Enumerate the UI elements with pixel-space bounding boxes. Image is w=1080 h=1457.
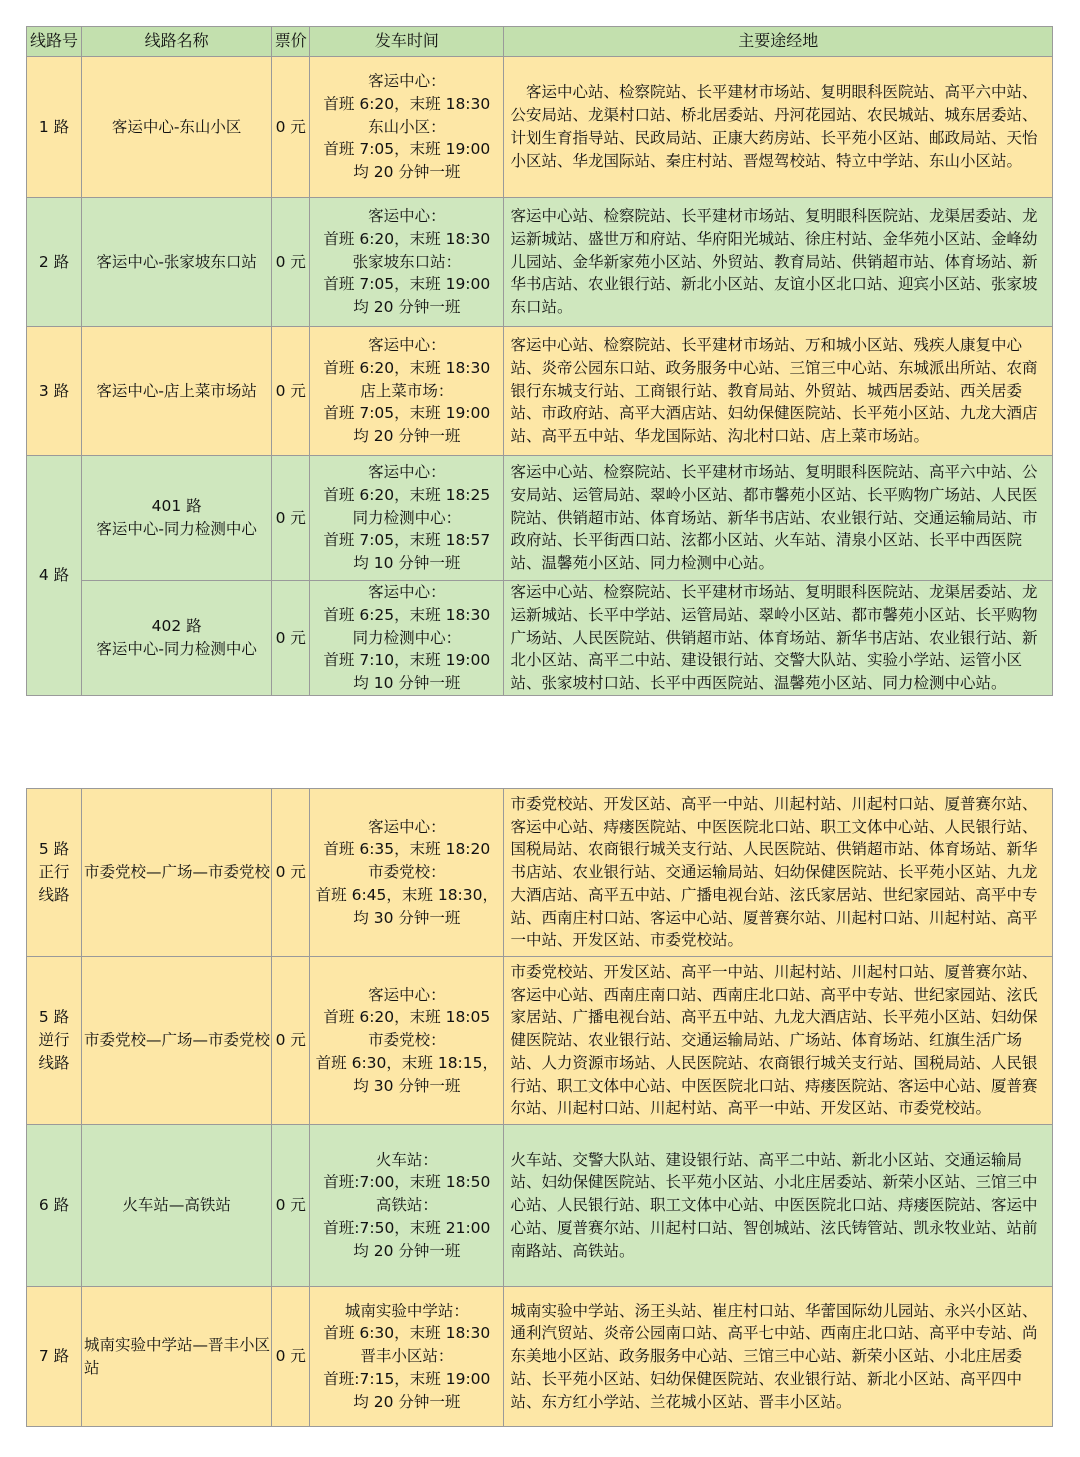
- time-line: 首班 7:10，末班 19:00: [323, 651, 491, 670]
- header-row: [27, 27, 1053, 57]
- route-number: 4 路: [27, 456, 82, 696]
- route-number-line: 正行: [38, 863, 70, 882]
- route-row-402: [27, 581, 1053, 696]
- route-times: [310, 327, 504, 456]
- sub-route-number: 402 路: [151, 617, 202, 636]
- route-times: [310, 198, 504, 327]
- header-departure-time: 发车时间: [310, 27, 504, 57]
- route-times: [310, 957, 504, 1125]
- time-line: 首班 6:20，末班 18:30: [323, 229, 491, 248]
- time-line: 首班 7:05，末班 19:00: [323, 140, 491, 159]
- route-fare: 0 元: [272, 198, 310, 327]
- time-line: 首班:7:00，末班 18:50: [323, 1173, 491, 1192]
- sub-route-name: 客运中心-同力检测中心: [96, 639, 257, 658]
- time-line: 东山小区：: [368, 117, 446, 136]
- time-line: 市委党校：: [368, 1031, 446, 1050]
- route-stops: 火车站、交警大队站、建设银行站、高平二中站、新北小区站、交通运输局站、妇幼保健医院站、长平苑小区站、小北庄居委站、新荣小区站、三馆三中心站、人民银行站、职工文体中心站、中医医院北口站、痔瘘医院站、客运中心站、厦普赛尔站、川起村口站、智创城站、泫氏铸管站、凯永牧业站、站前南路站、高铁站。: [504, 1125, 1053, 1287]
- time-line: 首班 6:20，末班 18:30: [323, 358, 491, 377]
- route-times: [310, 581, 504, 696]
- route-row-5-forward: [27, 789, 1053, 957]
- route-number: 3 路: [27, 327, 82, 456]
- time-line: 高铁站：: [375, 1196, 438, 1215]
- route-row-5-reverse: [27, 957, 1053, 1125]
- time-line: 客运中心：: [368, 583, 446, 601]
- route-number-line: 线路: [38, 1053, 70, 1072]
- route-stops: 市委党校站、开发区站、高平一中站、川起村站、川起村口站、厦普赛尔站、客运中心站、痔瘘医院站、中医医院北口站、职工文体中心站、人民银行站、国税局站、农商银行城关支行站、人民医院站、供销超市站、体育场站、新华书店站、农业银行站、交通运输局站、妇幼保健医院站、长平苑小区站、九龙大酒店站、高平五中站、广播电视台站、泫氏家居站、世纪家园站、高平中专站、西南庄村口站、客运中心站、厦普赛尔站、川起村口站、川起村站、高平一中站、开发区站、市委党校站。: [504, 789, 1053, 957]
- time-line: 首班 6:20，末班 18:05: [323, 1008, 491, 1027]
- time-line: 首班 7:05，末班 19:00: [323, 275, 491, 294]
- route-fare: 0 元: [272, 789, 310, 957]
- route-fare: 0 元: [272, 1287, 310, 1427]
- route-number: 6 路: [27, 1125, 82, 1287]
- route-name: 客运中心-店上菜市场站: [82, 327, 272, 456]
- time-line: 均 20 分钟一班: [353, 1392, 461, 1411]
- route-stops: 客运中心站、检察院站、长平建材市场站、复明眼科医院站、龙渠居委站、龙运新城站、长平中学站、运管局站、翠岭小区站、都市馨苑小区站、长平购物广场站、人民医院站、供销超市站、体育场站、新华书店站、农业银行站、新北小区站、高平二中站、建设银行站、交警大队站、实验小学站、运管小区站、张家坡村口站、长平中西医院站、温馨苑小区站、同力检测中心站。: [504, 581, 1053, 696]
- header-main-stops: 主要途经地: [504, 27, 1053, 57]
- time-line: 市委党校：: [368, 863, 446, 882]
- time-line: 城南实验中学站：: [344, 1301, 469, 1320]
- time-line: 张家坡东口站：: [352, 252, 462, 271]
- header-route-name: 线路名称: [82, 27, 272, 57]
- time-line: 首班 6:35，末班 18:20: [323, 840, 491, 859]
- time-line: 首班 6:20，末班 18:25: [323, 485, 491, 504]
- route-times: [310, 57, 504, 198]
- time-line: 首班 6:45，末班 18:30，: [315, 885, 499, 904]
- time-line: 均 20 分钟一班: [353, 163, 461, 182]
- route-fare: 0 元: [272, 57, 310, 198]
- route-fare: 0 元: [272, 957, 310, 1125]
- route-number-line: 5 路: [38, 840, 70, 859]
- time-line: 客运中心：: [368, 336, 446, 354]
- route-number: [27, 957, 82, 1125]
- time-line: 首班 7:05，末班 19:00: [323, 404, 491, 423]
- route-row-7: [27, 1287, 1053, 1427]
- route-stops: 客运中心站、检察院站、长平建材市场站、复明眼科医院站、龙渠居委站、龙运新城站、盛世万和府站、华府阳光城站、徐庄村站、金华苑小区站、金峰幼儿园站、金华新家苑小区站、外贸站、教育局站、供销超市站、体育场站、新华书店站、农业银行站、新北小区站、友谊小区北口站、迎宾小区站、张家坡东口站。: [504, 198, 1053, 327]
- route-name: 城南实验中学站—晋丰小区站: [82, 1287, 272, 1427]
- route-number-line: 5 路: [38, 1008, 70, 1027]
- time-line: 首班 6:30，末班 18:15，: [315, 1053, 499, 1072]
- time-line: 均 20 分钟一班: [353, 427, 461, 446]
- route-fare: 0 元: [272, 456, 310, 581]
- time-line: 均 10 分钟一班: [353, 554, 461, 573]
- route-name: 客运中心-东山小区: [82, 57, 272, 198]
- time-line: 首班 6:25，末班 18:30: [323, 605, 491, 624]
- route-number-line: 线路: [38, 885, 70, 904]
- route-number: 1 路: [27, 57, 82, 198]
- route-times: [310, 789, 504, 957]
- time-line: 晋丰小区站：: [360, 1347, 454, 1366]
- route-row-3: [27, 327, 1053, 456]
- time-line: 客运中心：: [368, 985, 446, 1004]
- route-number-line: 逆行: [38, 1031, 70, 1050]
- time-line: 均 30 分钟一班: [353, 1076, 461, 1095]
- route-name: 市委党校—广场—市委党校: [82, 957, 272, 1125]
- route-times: [310, 456, 504, 581]
- time-line: 同力检测中心：: [352, 508, 462, 527]
- route-stops: 客运中心站、检察院站、长平建材市场站、万和城小区站、残疾人康复中心站、炎帝公园东口站、政务服务中心站、三馆三中心站、东城派出所站、农商银行东城支行站、工商银行站、教育局站、外贸站、城西居委站、西关居委站、市政府站、高平大酒店站、妇幼保健医院站、长平苑小区站、九龙大酒店站、高平五中站、华龙国际站、沟北村口站、店上菜市场站。: [504, 327, 1053, 456]
- route-fare: 0 元: [272, 327, 310, 456]
- bus-schedule-table-top: [26, 26, 1053, 696]
- time-line: 均 20 分钟一班: [353, 298, 461, 317]
- route-name: 客运中心-张家坡东口站: [82, 198, 272, 327]
- time-line: 客运中心：: [368, 817, 446, 836]
- header-fare: 票价: [272, 27, 310, 57]
- time-line: 店上菜市场：: [360, 381, 454, 400]
- route-name: [82, 456, 272, 581]
- header-route-number: 线路号: [27, 27, 82, 57]
- time-line: 首班 6:30，末班 18:30: [323, 1324, 491, 1343]
- time-line: 客运中心：: [368, 207, 446, 225]
- route-number: 2 路: [27, 198, 82, 327]
- route-stops: 市委党校站、开发区站、高平一中站、川起村站、川起村口站、厦普赛尔站、客运中心站、西南庄南口站、西南庄北口站、高平中专站、世纪家园站、泫氏家居站、广播电视台站、高平五中站、九龙大酒店站、长平苑小区站、妇幼保健医院站、农业银行站、交通运输局站、广场站、体育场站、红旗生活广场站、人力资源市场站、人民医院站、农商银行城关支行站、国税局站、人民银行站、职工文体中心站、中医医院北口站、痔瘘医院站、客运中心站、厦普赛尔站、川起村口站、川起村站、高平一中站、开发区站、市委党校站。: [504, 957, 1053, 1125]
- time-line: 首班 7:05，末班 18:57: [323, 531, 491, 550]
- sub-route-number: 401 路: [151, 497, 202, 516]
- route-stops: 客运中心站、检察院站、长平建材市场站、复明眼科医院站、高平六中站、公安局站、龙渠村口站、桥北居委站、丹河花园站、农民城站、城东居委站、计划生育指导站、民政局站、正康大药房站、长平苑小区站、邮政局站、天怡小区站、华龙国际站、秦庄村站、晋煜驾校站、特立中学站、东山小区站。: [504, 57, 1053, 198]
- route-row-6: [27, 1125, 1053, 1287]
- time-line: 首班:7:15，末班 19:00: [323, 1369, 491, 1388]
- time-line: 首班 6:20，末班 18:30: [323, 94, 491, 113]
- route-number: [27, 789, 82, 957]
- route-name: [82, 581, 272, 696]
- time-line: 同力检测中心：: [352, 628, 462, 647]
- time-line: 均 30 分钟一班: [353, 908, 461, 927]
- route-name: 市委党校—广场—市委党校: [82, 789, 272, 957]
- route-fare: 0 元: [272, 1125, 310, 1287]
- route-stops: 城南实验中学站、汤王头站、崔庄村口站、华蕾国际幼儿园站、永兴小区站、通利汽贸站、炎帝公园南口站、高平七中站、西南庄北口站、高平中专站、尚东美地小区站、政务服务中心站、三馆三中心站、新荣小区站、小北庄居委站、长平苑小区站、妇幼保健医院站、农业银行站、新北小区站、高平四中站、东方红小学站、兰花城小区站、晋丰小区站。: [504, 1287, 1053, 1427]
- time-line: 均 20 分钟一班: [353, 1241, 461, 1260]
- route-times: [310, 1287, 504, 1427]
- route-row-1: [27, 57, 1053, 198]
- time-line: 客运中心：: [368, 72, 446, 90]
- time-line: 首班:7:50，末班 21:00: [323, 1218, 491, 1237]
- bus-schedule-table-bottom: [26, 788, 1053, 1427]
- route-row-401: [27, 456, 1053, 581]
- time-line: 火车站：: [375, 1150, 438, 1169]
- sub-route-name: 客运中心-同力检测中心: [96, 520, 257, 538]
- time-line: 客运中心：: [368, 463, 446, 481]
- route-row-2: [27, 198, 1053, 327]
- route-times: [310, 1125, 504, 1287]
- route-stops: 客运中心站、检察院站、长平建材市场站、复明眼科医院站、高平六中站、公安局站、运管局站、翠岭小区站、都市馨苑小区站、长平购物广场站、人民医院站、供销超市站、体育场站、新华书店站、农业银行站、交通运输局站、市政府站、长平街西口站、泫都小区站、火车站、清泉小区站、长平中西医院站、温馨苑小区站、同力检测中心站。: [504, 456, 1053, 581]
- route-fare: 0 元: [272, 581, 310, 696]
- time-line: 均 10 分钟一班: [353, 674, 461, 693]
- route-name: 火车站—高铁站: [82, 1125, 272, 1287]
- route-number: 7 路: [27, 1287, 82, 1427]
